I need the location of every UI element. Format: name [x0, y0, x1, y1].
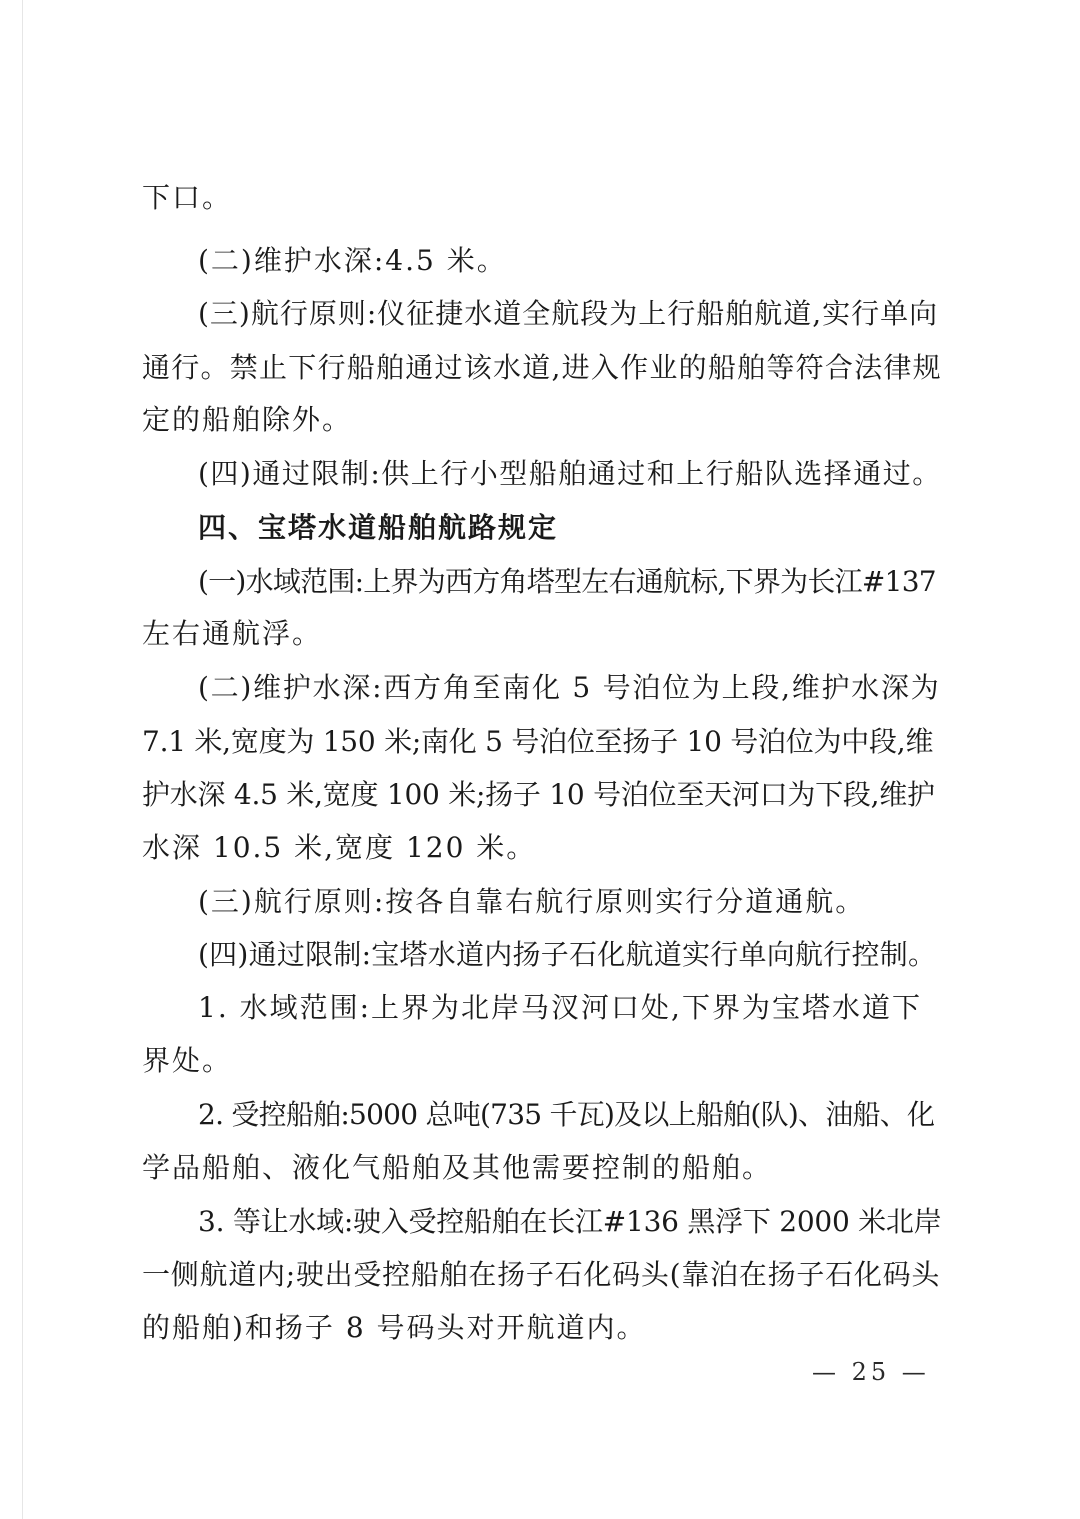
text-line: (二)维护水深:西方角至南化 5 号泊位为上段,维护水深为	[198, 671, 941, 704]
text-line: (四)通过限制:供上行小型船舶通过和上行船队选择通过。	[198, 457, 942, 490]
text-line: 界处。	[142, 1044, 233, 1077]
text-line: (二)维护水深:4.5 米。	[198, 244, 507, 277]
text-line: 左右通航浮。	[142, 617, 323, 650]
text-line: 一侧航道内;驶出受控船舶在扬子石化码头(靠泊在扬子石化码头	[142, 1258, 941, 1291]
text-line: (一)水域范围:上界为西方角塔型左右通航标,下界为长江#137	[198, 565, 936, 598]
text-line: 水深 10.5 米,宽度 120 米。	[142, 831, 537, 864]
text-line: 的船舶)和扬子 8 号码头对开航道内。	[142, 1311, 647, 1344]
text-line: 3. 等让水域:驶入受控船舶在长江#136 黑浮下 2000 米北岸	[198, 1205, 942, 1238]
text-line: 通行。禁止下行船舶通过该水道,进入作业的船舶等符合法律规	[142, 351, 942, 384]
text-line: 学品船舶、液化气船舶及其他需要控制的船舶。	[142, 1151, 773, 1184]
section-heading: 四、宝塔水道船舶航路规定	[198, 511, 559, 544]
text-line: 7.1 米,宽度为 150 米;南化 5 号泊位至扬子 10 号泊位为中段,维	[142, 725, 934, 758]
text-line: 定的船舶除外。	[142, 403, 353, 436]
scan-edge-line	[22, 0, 23, 1519]
text-line: 下口。	[142, 181, 233, 214]
text-line: (三)航行原则:仪征捷水道全航段为上行船舶航道,实行单向	[198, 297, 939, 330]
text-line: 2. 受控船舶:5000 总吨(735 千瓦)及以上船舶(队)、油船、化	[198, 1098, 935, 1131]
page-number: — 25 —	[812, 1358, 930, 1386]
text-line: 护水深 4.5 米,宽度 100 米;扬子 10 号泊位至天河口为下段,维护	[142, 778, 935, 811]
text-line: (三)航行原则:按各自靠右航行原则实行分道通航。	[198, 885, 866, 918]
text-line: 1. 水域范围:上界为北岸马汊河口处,下界为宝塔水道下	[198, 991, 922, 1024]
text-line: (四)通过限制:宝塔水道内扬子石化航道实行单向航行控制。	[198, 938, 937, 971]
